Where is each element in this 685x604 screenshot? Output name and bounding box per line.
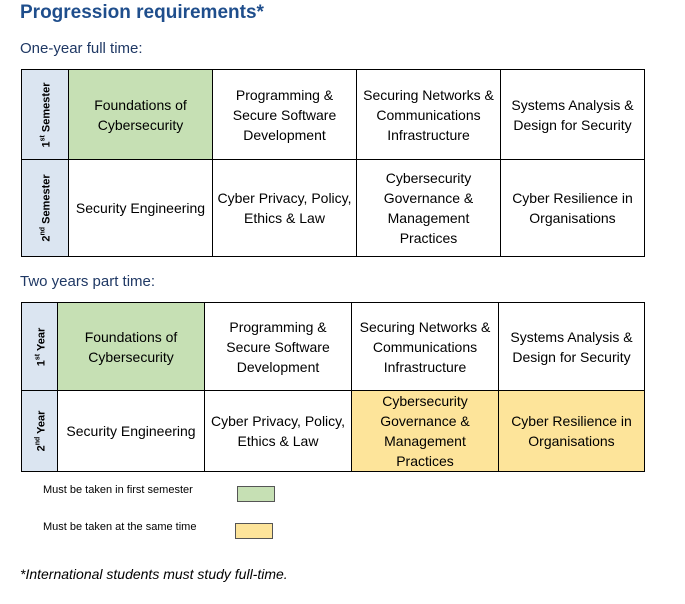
course-cell: Foundations of Cybersecurity bbox=[58, 303, 205, 391]
year-2-label: 2nd Year bbox=[22, 391, 58, 472]
course-cell: Cyber Resilience in Organisations bbox=[499, 391, 645, 472]
course-cell: Security Engineering bbox=[69, 160, 213, 257]
legend-first-semester-label: Must be taken in first semester bbox=[43, 484, 193, 496]
course-cell: Cybersecurity Governance & Management Practices bbox=[357, 160, 501, 257]
course-cell: Securing Networks & Communications Infrastructure bbox=[357, 70, 501, 160]
footnote: *International students must study full-time. bbox=[20, 566, 288, 582]
semester-2-label: 2nd Semester bbox=[22, 160, 69, 257]
full-time-row-semester-1 bbox=[22, 70, 645, 160]
year-1-label: 1st Year bbox=[22, 303, 58, 391]
semester-1-label: 1st Semester bbox=[22, 70, 69, 160]
part-time-table bbox=[21, 302, 645, 472]
full-time-heading: One-year full time: bbox=[20, 40, 143, 57]
course-cell: Cyber Privacy, Policy, Ethics & Law bbox=[205, 391, 352, 472]
course-cell: Security Engineering bbox=[58, 391, 205, 472]
part-time-row-year-1 bbox=[22, 303, 645, 391]
legend-same-time-label: Must be taken at the same time bbox=[43, 521, 197, 533]
course-cell: Cyber Privacy, Policy, Ethics & Law bbox=[213, 160, 357, 257]
course-cell: Securing Networks & Communications Infrastructure bbox=[352, 303, 499, 391]
course-cell: Programming & Secure Software Development bbox=[205, 303, 352, 391]
full-time-table bbox=[21, 69, 645, 257]
course-cell: Systems Analysis & Design for Security bbox=[499, 303, 645, 391]
legend-yellow-swatch bbox=[235, 523, 273, 539]
course-cell: Foundations of Cybersecurity bbox=[69, 70, 213, 160]
course-cell: Programming & Secure Software Development bbox=[213, 70, 357, 160]
course-cell: Cyber Resilience in Organisations bbox=[501, 160, 645, 257]
full-time-row-semester-2 bbox=[22, 160, 645, 257]
legend-green-swatch bbox=[237, 486, 275, 502]
course-cell: Systems Analysis & Design for Security bbox=[501, 70, 645, 160]
part-time-heading: Two years part time: bbox=[20, 273, 156, 290]
part-time-row-year-2 bbox=[22, 391, 645, 472]
course-cell: Cybersecurity Governance & Management Practices bbox=[352, 391, 499, 472]
page-title: Progression requirements* bbox=[20, 2, 264, 23]
